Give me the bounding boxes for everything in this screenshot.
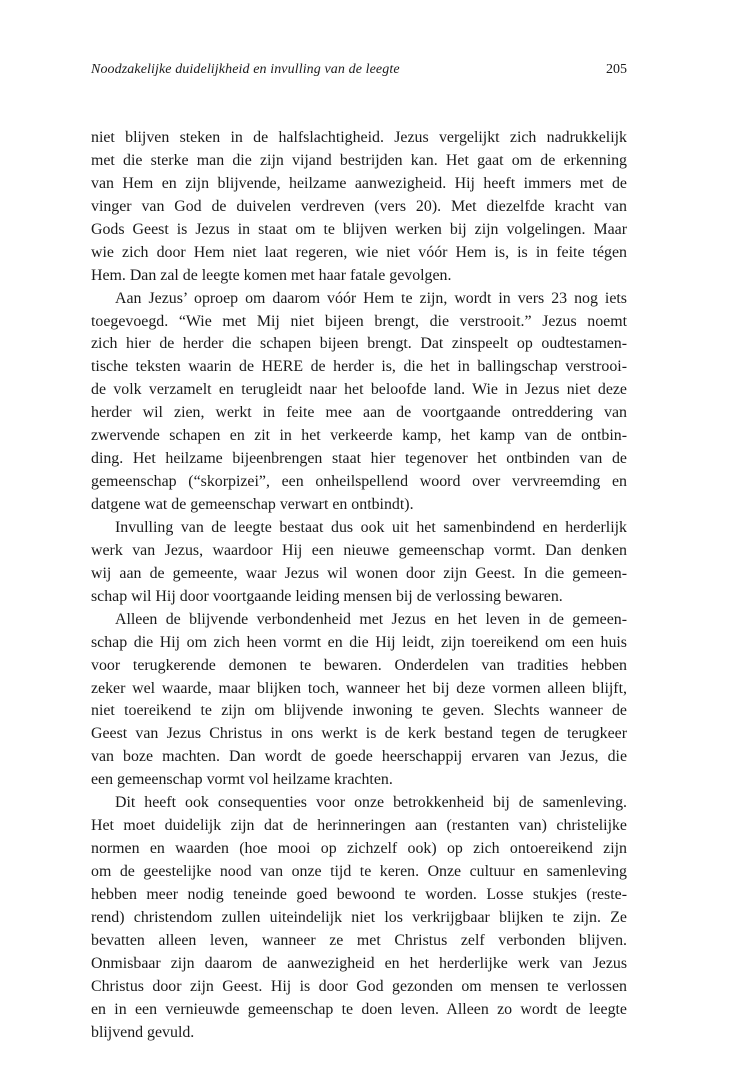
text-line: niet blijven steken in de halfslachtigheid. Jezus vergelijkt zich nadrukkelijk (91, 129, 627, 146)
text-line: datgene wat de gemeenschap verwart en ontbindt). (91, 496, 414, 513)
text-line: tische teksten waarin de HERE de herder is, die het in ballingschap verstrooi- (91, 358, 627, 376)
paragraph (91, 127, 627, 288)
text-line: en in een vernieuwde gemeenschap te doen leven. Alleen zo wordt de leegte (91, 1000, 627, 1018)
text-line: vinger van God de duivelen verdreven (vers 20). Met diezelfde kracht van (91, 197, 627, 215)
running-head (91, 62, 627, 84)
text-line: Geest van Jezus Christus in ons werkt is de kerk bestand tegen de terugkeer (91, 725, 627, 743)
text-line: met die sterke man die zijn vijand bestrijden kan. Het gaat om de erkenning (91, 151, 627, 169)
text-line: ding. Het heilzame bijeenbrengen staat hier tegenover het ontbinden van de (91, 450, 627, 468)
text-line: bevatten alleen leven, wanneer ze met Christus zelf verbonden blijven. (91, 931, 627, 949)
running-title: Noodzakelijke duidelijkheid en invulling van de leegte (91, 62, 400, 77)
text-line: Gods Geest is Jezus in staat om te blijven werken bij zijn volgelingen. Maar (91, 220, 627, 238)
paragraph (91, 517, 627, 609)
text-line: zich hier de herder die schapen bijeen brengt. Dat zinspeelt op oudtestamen- (91, 335, 627, 353)
text-line: wij aan de gemeente, waar Jezus wil wonen door zijn Geest. In die gemeen- (91, 564, 627, 582)
text-line: Het moet duidelijk zijn dat de herinneringen aan (restanten van) christelijke (91, 817, 627, 835)
text-line: Hem. Dan zal de leegte komen met haar fatale gevolgen. (91, 266, 452, 284)
paragraph (91, 288, 627, 517)
text-line: Christus door zijn Geest. Hij is door God gezonden om mensen te verlossen (91, 977, 627, 995)
text-line: Aan Jezus’ oproep om daarom vóór Hem te zijn, wordt in vers 23 nog iets (115, 289, 627, 307)
text-line: voor terugkerende demonen te bewaren. Onderdelen van tradities hebben (91, 656, 627, 674)
page-number: 205 (606, 62, 627, 77)
text-line: niet toereikend te zijn om blijvende inwoning te geven. Slechts wanneer de (91, 702, 627, 720)
text-line: schap die Hij om zich heen vormt en die Hij leidt, zijn toereikend om een huis (91, 633, 627, 651)
text-line: normen en waarden (hoe mooi op zichzelf ook) op zich ontoereikend zijn (91, 840, 627, 858)
text-line: zeker wel waarde, maar blijken toch, wanneer het bij deze vormen alleen blijft, (91, 679, 627, 697)
text-line: van Hem en zijn blijvende, heilzame aanwezigheid. Hij heeft immers met de (91, 174, 627, 192)
text-line: om de geestelijke nood van onze tijd te keren. Onze cultuur en samenleving (91, 863, 627, 880)
paragraph (91, 609, 627, 793)
text-line: rend) christendom zullen uiteindelijk niet los verkrijgbaar blijken te zijn. Ze (91, 908, 627, 926)
text-line: Invulling van de leegte bestaat dus ook uit het samenbindend en herderlijk (115, 518, 627, 536)
text-line: toegevoegd. “Wie met Mij niet bijeen brengt, die verstrooit.” Jezus noemt (91, 312, 627, 330)
text-line: Onmisbaar zijn daarom de aanwezigheid en het herderlijke werk van Jezus (91, 954, 627, 972)
text-line: schap wil Hij door voortgaande leiding mensen bij de verlossing bewaren. (91, 587, 563, 605)
text-line: gemeenschap (“skorpizei”, een onheilspellend woord over vervreemding en (91, 473, 627, 491)
text-line: herder wil zien, werkt in feite mee aan de voortgaande ontreddering van (91, 404, 627, 422)
text-line: wie zich door Hem niet laat regeren, wie niet vóór Hem is, is in feite tégen (91, 243, 627, 261)
text-line: werk van Jezus, waardoor Hij een nieuwe gemeenschap vormt. Dan denken (91, 541, 627, 559)
text-line: hebben meer nodig teneinde goed bewoond te worden. Losse stukjes (reste- (91, 885, 627, 903)
text-line: een gemeenschap vormt vol heilzame krachten. (91, 771, 393, 789)
text-line: Alleen de blijvende verbondenheid met Jezus en het leven in de gemeen- (115, 610, 627, 628)
text-line: zwervende schapen en zit in het verkeerde kamp, het kamp van de ontbin- (91, 427, 627, 445)
text-line: Dit heeft ook consequenties voor onze betrokkenheid bij de samenleving. (115, 794, 627, 812)
body-text (91, 127, 627, 1045)
text-line: blijvend gevuld. (91, 1023, 195, 1041)
text-line: van boze machten. Dan wordt de goede heerschappij ervaren van Jezus, die (91, 748, 627, 766)
paragraph (91, 792, 627, 1044)
text-line: de volk verzamelt en terugleidt naar het beloofde land. Wie in Jezus niet deze (91, 381, 627, 399)
